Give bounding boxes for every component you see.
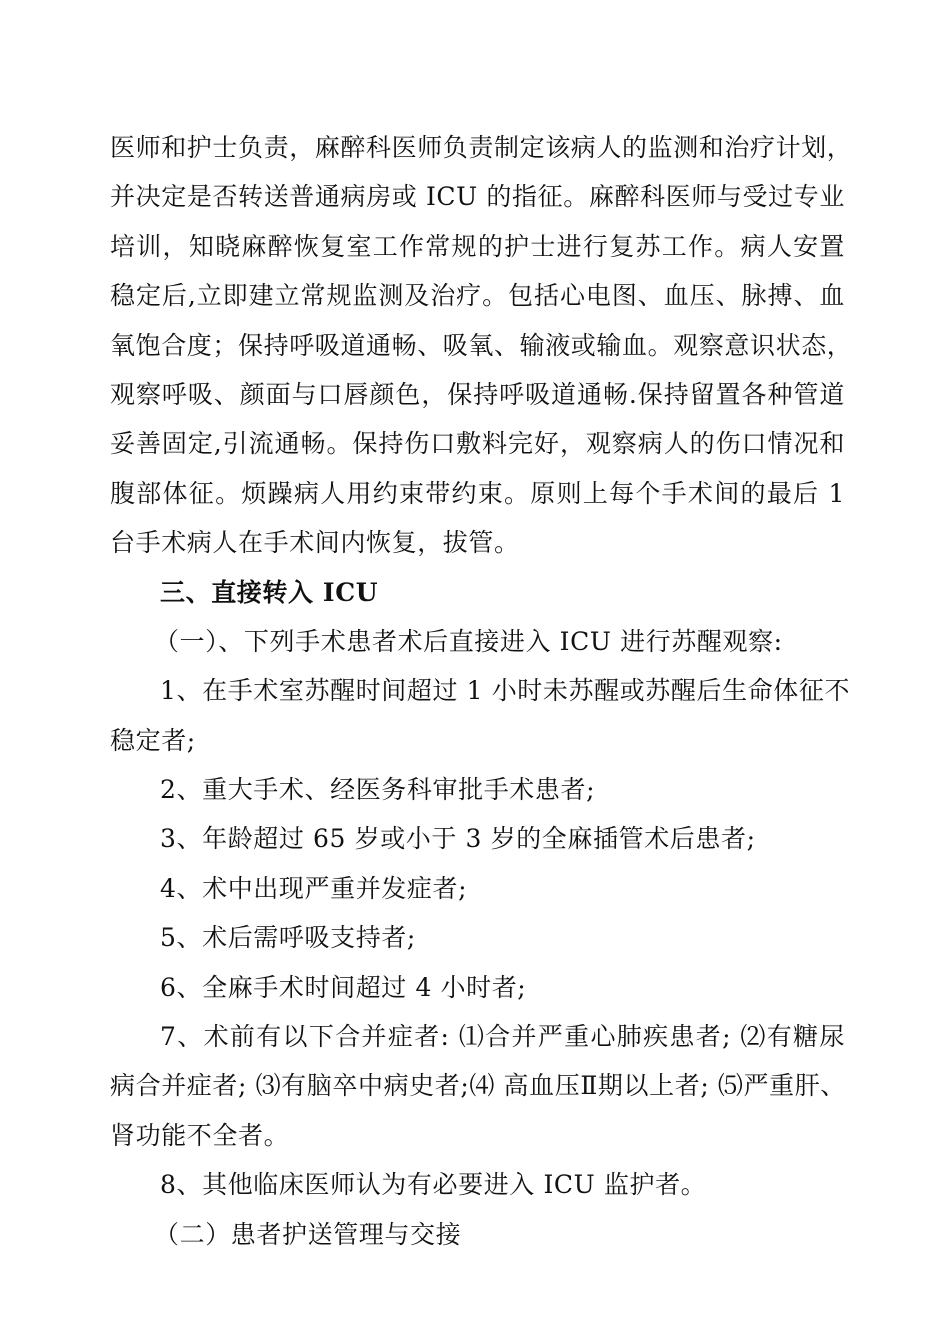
list-item-continuation: 稳定者; <box>110 725 196 755</box>
paragraph-line: 培训，知晓麻醉恢复室工作常规的护士进行复苏工作。病人安置 <box>110 231 845 261</box>
paragraph-line: 台手术病人在手术间内恢复，拔管。 <box>110 528 520 558</box>
list-item: 1、在手术室苏醒时间超过 1 小时未苏醒或苏醒后生命体征不 <box>160 676 851 706</box>
paragraph-line: 医师和护士负责，麻醉科医师负责制定该病人的监测和治疗计划， <box>110 133 853 162</box>
subsection-title: （一）、下列手术患者术后直接进入 ICU 进行苏醒观察: <box>154 626 783 656</box>
list-item: 6、全麻手术时间超过 4 小时者; <box>160 972 527 1002</box>
list-item-continuation: 肾功能不全者。 <box>110 1120 290 1150</box>
paragraph-line: 妥善固定,引流通畅。保持伤口敷料完好，观察病人的伤口情况和 <box>110 429 845 459</box>
paragraph-line: 并决定是否转送普通病房或 ICU 的指征。麻醉科医师与受过专业 <box>110 182 845 212</box>
list-item: 7、术前有以下合并症者: ⑴合并严重心肺疾患者; ⑵有糖尿 <box>160 1022 845 1052</box>
section-heading: 三、直接转入 ICU <box>160 577 379 607</box>
paragraph-line: 观察呼吸、颜面与口唇颜色，保持呼吸道通畅.保持留置各种管道 <box>110 379 845 409</box>
list-item: 2、重大手术、经医务科审批手术患者; <box>160 775 596 805</box>
document-body <box>110 123 853 1259</box>
paragraph-line: 氧饱合度；保持呼吸道通畅、吸氧、输液或输血。观察意识状态， <box>110 330 853 360</box>
list-item: 4、术中出现严重并发症者; <box>160 873 468 903</box>
list-item-continuation: 病合并症者; ⑶有脑卒中病史者;⑷ 高血压Ⅱ期以上者; ⑸严重肝、 <box>110 1071 846 1101</box>
subsection-title: （二）患者护送管理与交接 <box>154 1219 462 1249</box>
list-item: 8、其他临床医师认为有必要进入 ICU 监护者。 <box>160 1170 707 1200</box>
paragraph-line: 稳定后,立即建立常规监测及治疗。包括心电图、血压、脉搏、血 <box>110 281 845 311</box>
list-item: 5、术后需呼吸支持者; <box>160 923 416 953</box>
paragraph-line: 腹部体征。烦躁病人用约束带约束。原则上每个手术间的最后 1 <box>110 478 845 508</box>
list-item: 3、年龄超过 65 岁或小于 3 岁的全麻插管术后患者; <box>160 824 756 854</box>
